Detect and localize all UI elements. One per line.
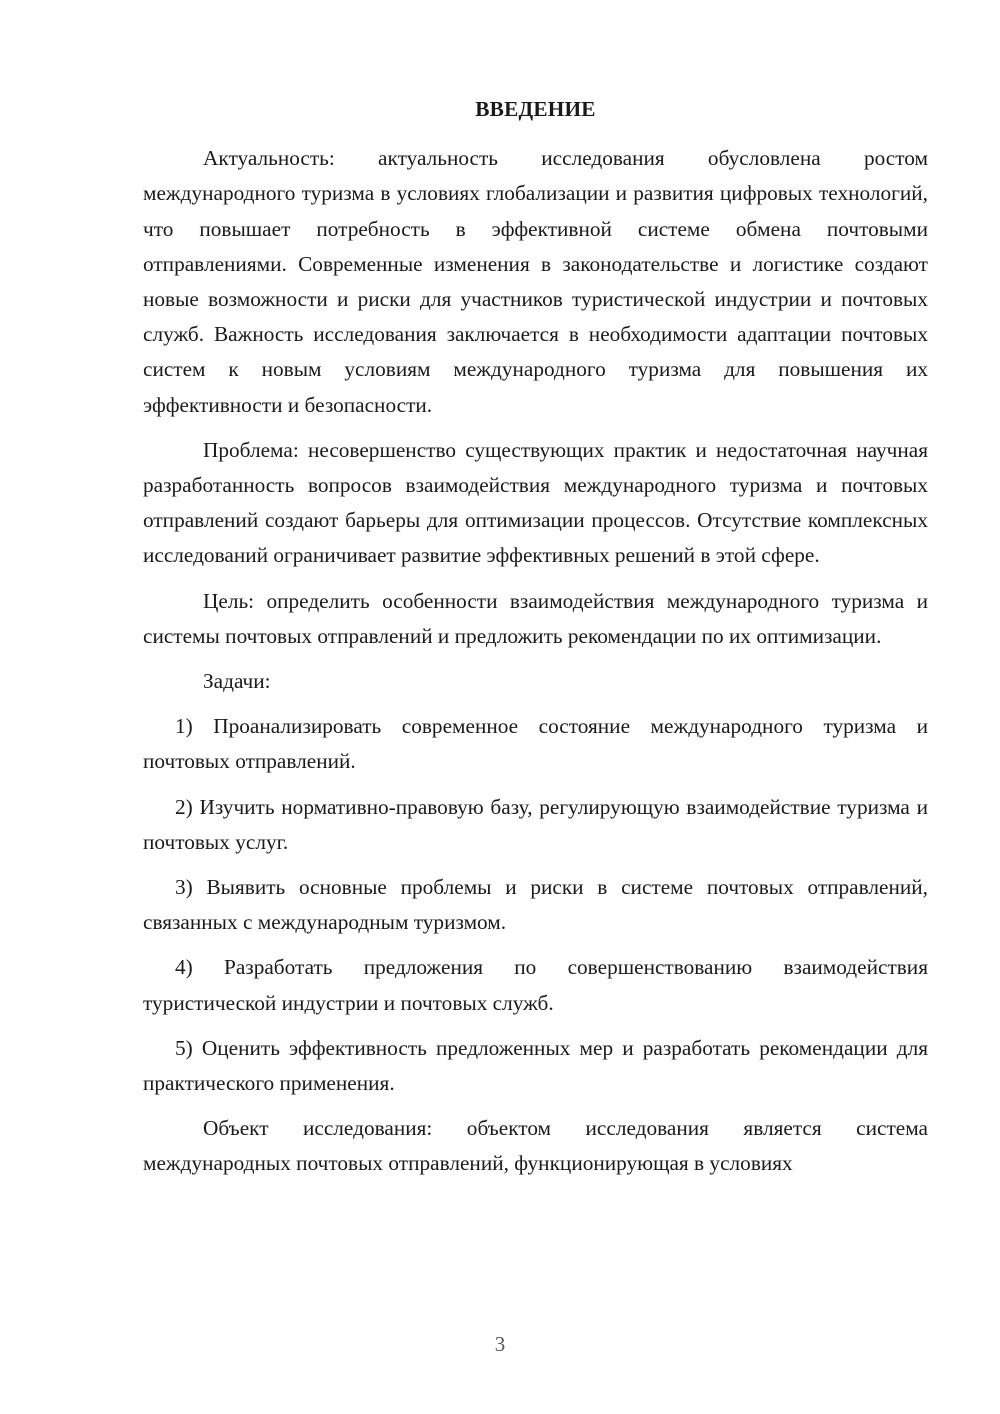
task-item-4: 4) Разработать предложения по совершенствованию взаимодействия туристической индустрии и почтовых служб. xyxy=(143,955,928,1015)
task-item-1: 1) Проанализировать современное состояние международного туризма и почтовых отправлений. xyxy=(143,714,928,774)
task-item-5: 5) Оценить эффективность предложенных мер и разработать рекомендации для практического применения. xyxy=(143,1035,928,1096)
paragraph-relevance: Актуальность: актуальность исследования обусловлена ростом международного туризма в условиях глобализации и развития цифровых технологий, что повышает потребность в эффективной системе обмена почтовыми отправлениями. Современные изменения в законодательстве и логистике создают новые возможности и риски для участников туристической индустрии и почтовых служб. Важность исследования заключается в необходимости адаптации почтовых систем к новым условиям международного туризма для повышения их эффективности и безопасности. xyxy=(143,146,928,417)
task-item-2: 2) Изучить нормативно-правовую базу, регулирующую взаимодействие туризма и почтовых услуг. xyxy=(143,794,928,854)
page-number: 3 xyxy=(494,1332,506,1356)
document-page xyxy=(143,92,928,1182)
paragraph-object: Объект исследования: объектом исследования является система международных почтовых отправлений, функционирующая в условиях xyxy=(143,1116,928,1176)
paragraph-goal: Цель: определить особенности взаимодействия международного туризма и системы почтовых отправлений и предложить рекомендации по их оптимизации. xyxy=(143,588,928,648)
page-title: ВВЕДЕНИЕ xyxy=(475,97,596,121)
task-item-3: 3) Выявить основные проблемы и риски в системе почтовых отправлений, связанных с международным туризмом. xyxy=(143,875,928,935)
tasks-heading: Задачи: xyxy=(203,669,271,694)
paragraph-problem: Проблема: несовершенство существующих практик и недостаточная научная разработанность вопросов взаимодействия международного туризма и почтовых отправлений создают барьеры для оптимизации процессов. Отсутствие комплексных исследований ограничивает развитие эффективных решений в этой сфере. xyxy=(143,437,928,568)
